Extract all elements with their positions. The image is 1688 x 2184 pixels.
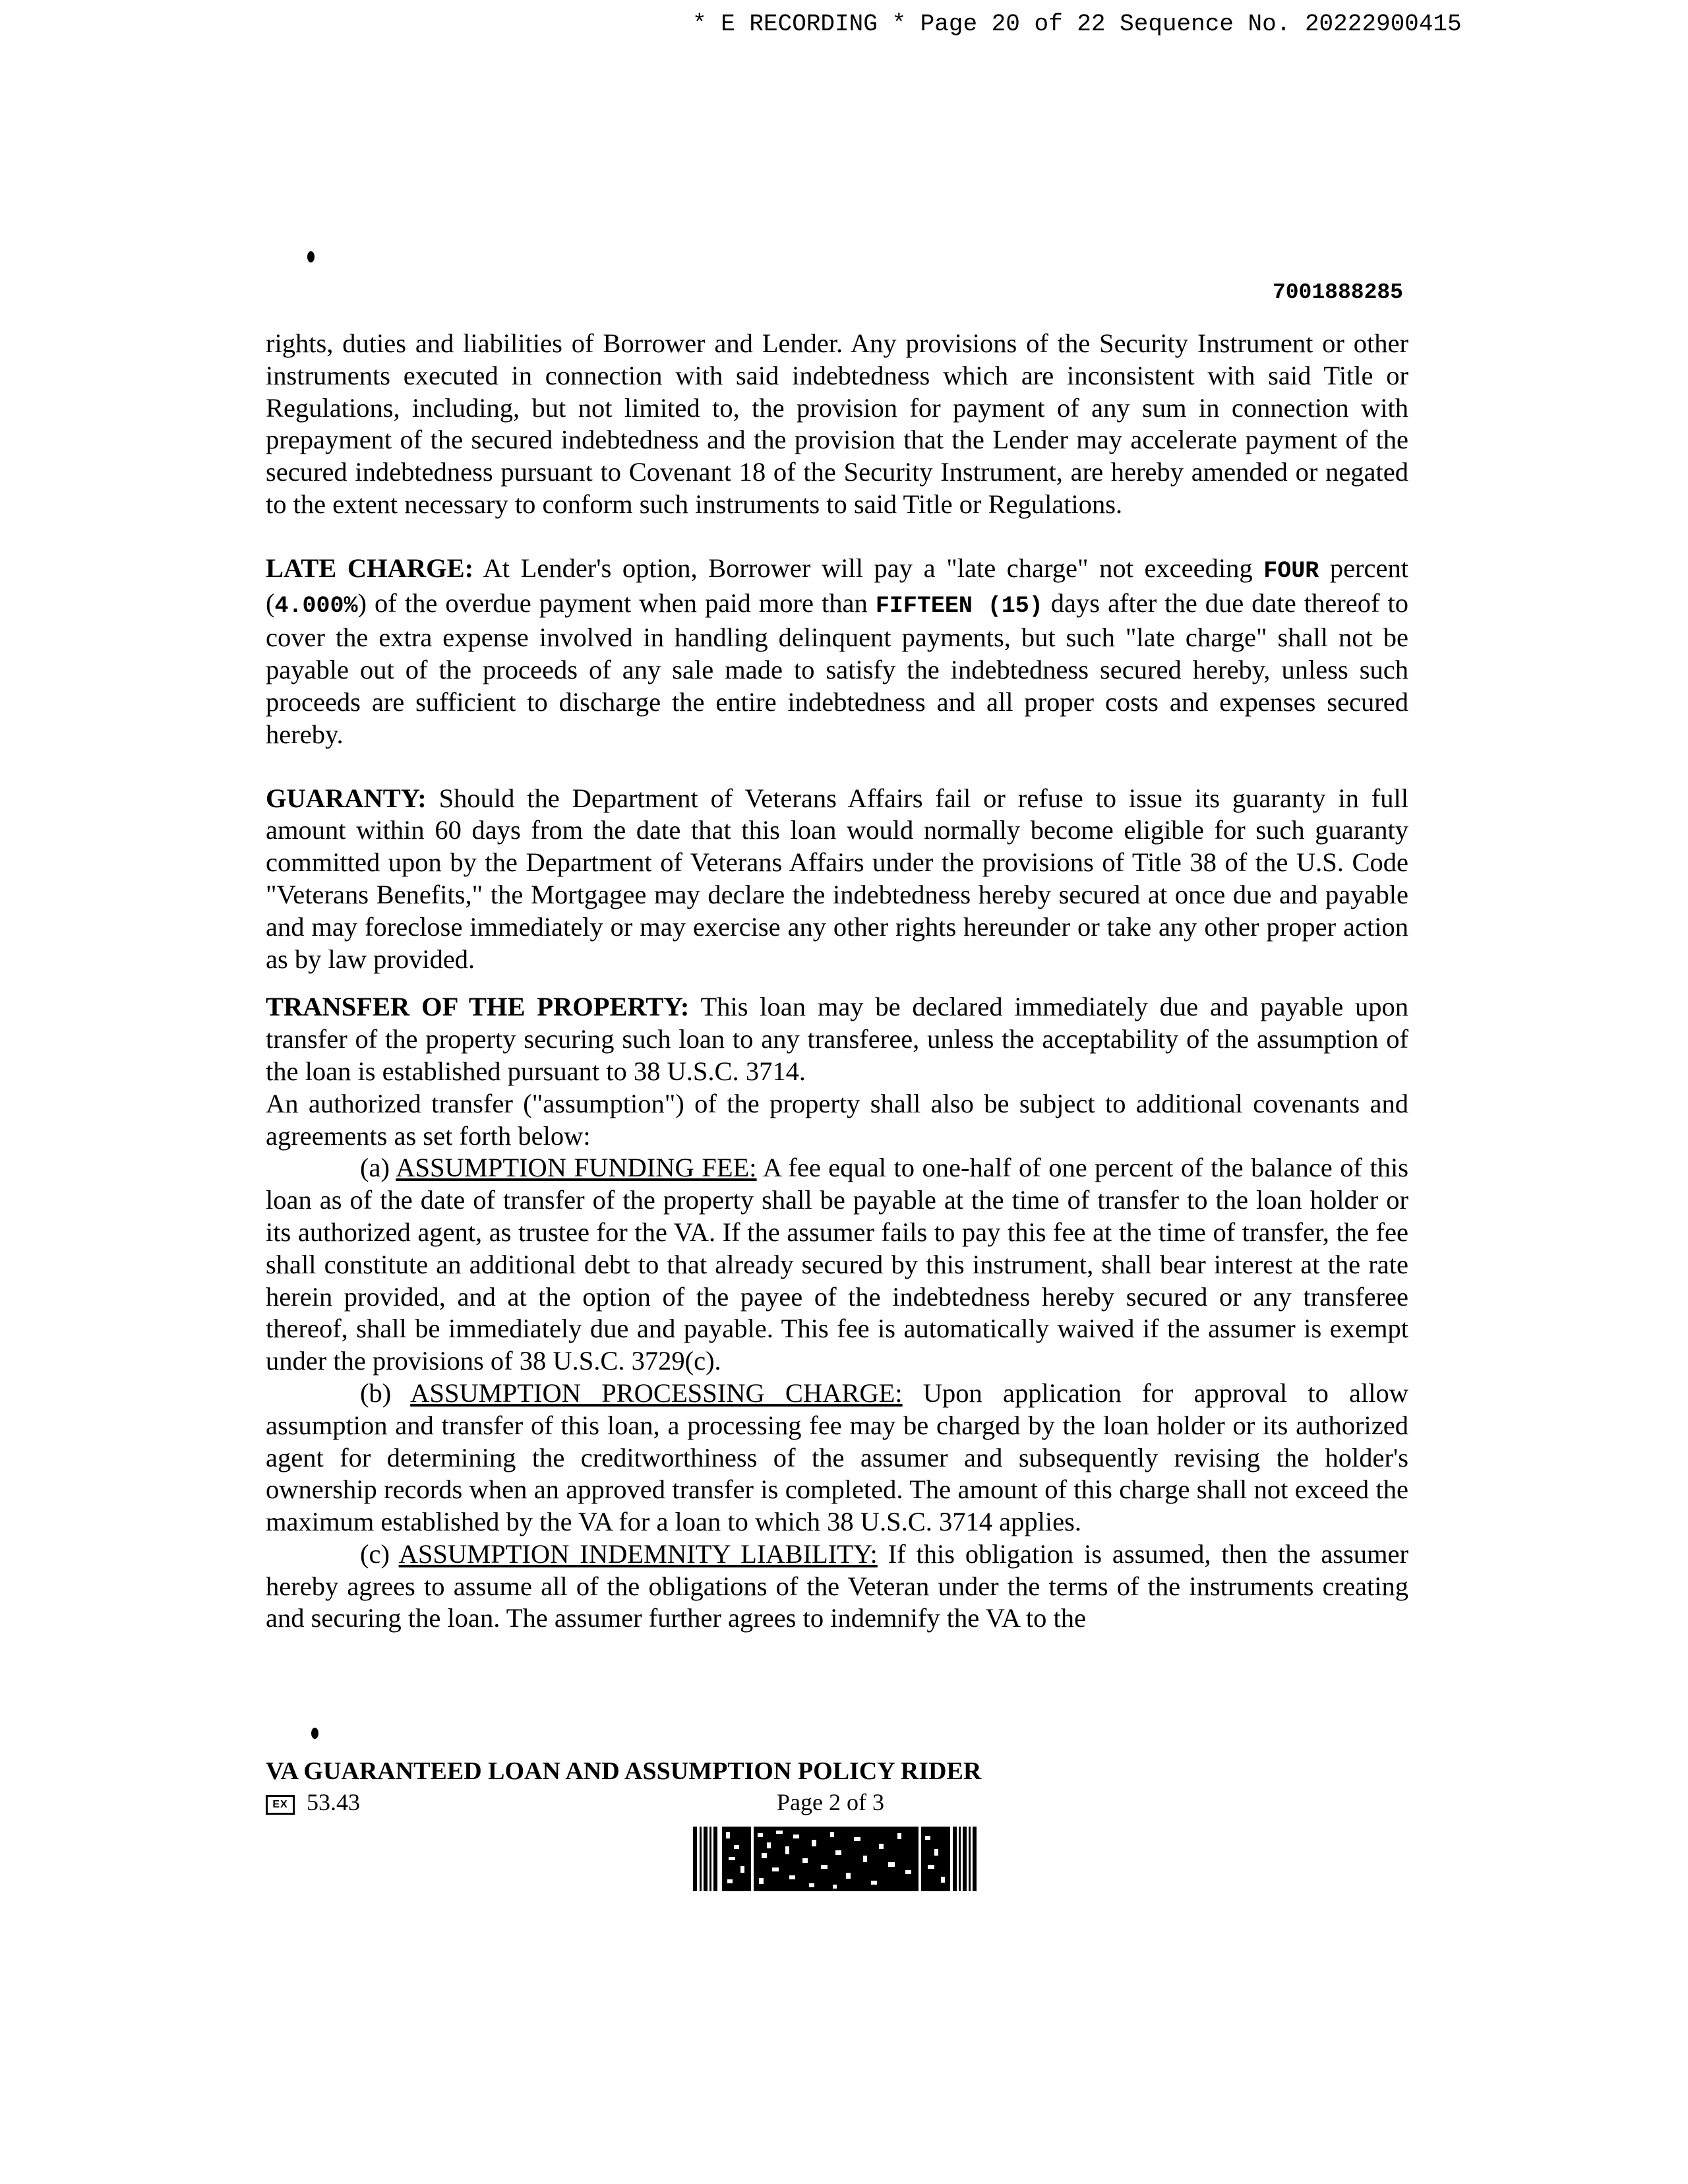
item-c-label: (c) xyxy=(360,1538,399,1569)
late-charge-amount-words: FOUR xyxy=(1263,557,1319,584)
item-a-text: A fee equal to one-half of one percent of the balance of this loan as of the date of transfer of the property shall be payable at the time of transfer to the loan holder or its authorized agent, as trustee for the VA. If the assumer fails to pay this fee at the time of transfer, the fee shall constitute an additional debt to that already secured by this instrument, shall bear interest at the rate herein provided, and at the option of the payee of the indebtedness hereby secured or any transferee thereof, shall be immediately due and payable. This fee is automatically waived if the assumer is exempt under the provisions of 38 U.S.C. 3729(c). xyxy=(266,1153,1409,1376)
guaranty-text: Should the Department of Veterans Affairs fail or refuse to issue its guaranty in full amount within 60 days from the date that this loan would normally become eligible for such guaranty committed upon by the Department of Veterans Affairs under the provisions of Title 38 of the U.S. Code "Veterans Benefits," the Mortgagee may declare the indebtedness hereby secured at once due and payable and may foreclose immediately or may exercise any other rights hereunder or take any other proper action as by law provided. xyxy=(266,783,1408,974)
late-charge-paragraph xyxy=(266,553,1408,751)
item-b-text: Upon application for approval to allow assumption and transfer of this loan, a processing fee may be charged by the loan holder or its authorized agent for determining the creditworthiness of the assumer and subsequently revising the holder's ownership records when an approved transfer is completed. The amount of this charge shall not exceed the maximum established by the VA for a loan to which 38 U.S.C. 3714 applies. xyxy=(266,1378,1408,1537)
document-body xyxy=(266,328,1408,1635)
transfer-paragraph xyxy=(266,991,1408,1087)
late-charge-text: At Lender's option, Borrower will pay a "late charge" not exceeding xyxy=(473,553,1264,583)
late-charge-text: percent ( xyxy=(266,553,1408,618)
late-charge-text: days after the due date thereof to cover the extra expense involved in handling delinquent payments, but such "late charge" shall not be payable out of the proceeds of any sale made to satisfy the indebtedness secured hereby, unless such proceeds are sufficient to discharge the entire indebtedness and all proper costs and expenses secured hereby. xyxy=(266,588,1408,749)
item-a-paragraph xyxy=(266,1152,1408,1378)
loan-number: 7001888285 xyxy=(1272,280,1403,305)
scan-speck xyxy=(311,1728,318,1739)
transfer-heading: TRANSFER OF THE PROPERTY: xyxy=(266,992,690,1022)
guaranty-heading: GUARANTY: xyxy=(266,783,427,813)
form-number xyxy=(266,1788,360,1816)
scan-speck xyxy=(307,251,315,262)
form-logo-icon: EX xyxy=(266,1795,295,1815)
item-c-paragraph xyxy=(266,1538,1408,1635)
late-charge-percent: 4.000% xyxy=(274,592,358,619)
item-c-title: ASSUMPTION INDEMNITY LIABILITY: xyxy=(398,1538,878,1569)
rider-title: VA GUARANTEED LOAN AND ASSUMPTION POLICY RIDER xyxy=(266,1757,982,1785)
transfer-intro: An authorized transfer ("assumption") of the property shall also be subject to additional covenants and agreements as set forth below: xyxy=(266,1088,1408,1151)
form-number-text: 53.43 xyxy=(307,1789,360,1815)
item-b-title: ASSUMPTION PROCESSING CHARGE: xyxy=(410,1378,903,1408)
guaranty-paragraph xyxy=(266,783,1408,976)
late-charge-text: ) of the overdue payment when paid more than xyxy=(357,588,876,618)
item-b-paragraph xyxy=(266,1378,1408,1538)
item-a-title: ASSUMPTION FUNDING FEE: xyxy=(396,1153,757,1183)
item-c-text: If this obligation is assumed, then the assumer hereby agrees to assume all of the obligations of the Veteran under the terms of the instruments creating and securing the loan. The assumer further agrees to indemnify the VA to the xyxy=(266,1538,1409,1633)
late-charge-days: FIFTEEN (15) xyxy=(875,592,1043,619)
page-count: Page 2 of 3 xyxy=(777,1789,884,1815)
item-b-label: (b) xyxy=(360,1378,411,1408)
item-a-label: (a) xyxy=(360,1153,396,1183)
transfer-text: This loan may be declared immediately due and payable upon transfer of the property securing such loan to any transferee, unless the acceptability of the assumption of the loan is established pursuant to 38 U.S.C. 3714. xyxy=(266,992,1408,1086)
late-charge-heading: LATE CHARGE: xyxy=(266,553,474,583)
barcode-icon xyxy=(693,1827,977,1891)
continuation-paragraph: rights, duties and liabilities of Borrower and Lender. Any provisions of the Security Instrument or other instruments executed in connection with said indebtedness which are inconsistent with said Title or Regulations, including, but not limited to, the provision for payment of any sum in connection with prepayment of the secured indebtedness and the provision that the Lender may accelerate payment of the secured indebtedness pursuant to Covenant 18 of the Security Instrument, are hereby amended or negated to the extent necessary to conform such instruments to said Title or Regulations. xyxy=(266,328,1408,519)
recording-header: * E RECORDING * Page 20 of 22 Sequence No. 20222900415 xyxy=(692,11,1462,38)
